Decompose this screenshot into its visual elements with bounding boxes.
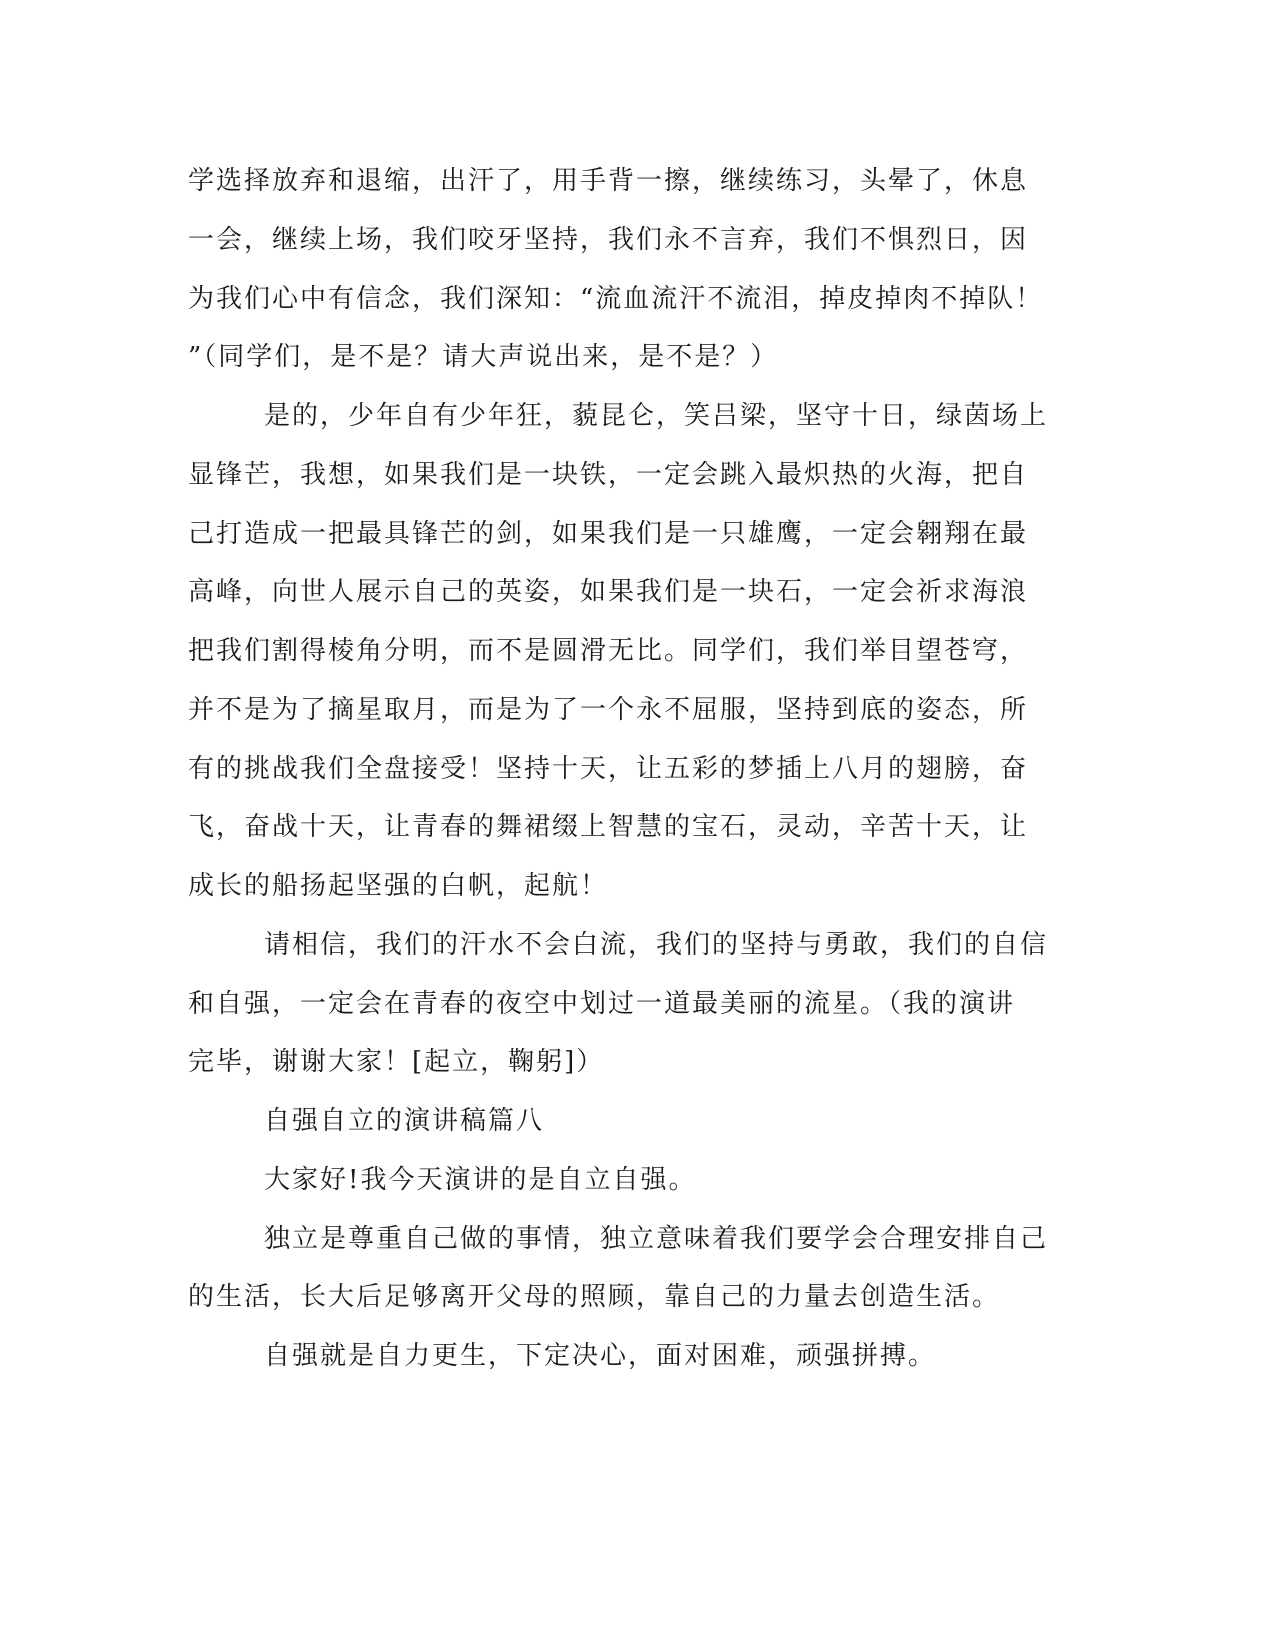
section-heading: 自强自立的演讲稿篇八	[264, 1106, 545, 1136]
text-line: 和自强，一定会在青春的夜空中划过一道最美丽的流星。（我的演讲	[188, 989, 1016, 1019]
text-line: 完毕，谢谢大家！[起立，鞠躬]）	[188, 1047, 605, 1077]
paragraph-first-line: 自强就是自力更生，下定决心，面对困难，顽强拼搏。	[264, 1341, 937, 1371]
text-line: 的生活，长大后足够离开父母的照顾，靠自己的力量去创造生活。	[188, 1282, 1001, 1312]
text-line: ”（同学们，是不是？请大声说出来，是不是？）	[188, 342, 779, 372]
text-line: 显锋芒，我想，如果我们是一块铁，一定会跳入最炽热的火海，把自	[188, 460, 1029, 490]
paragraph-first-line: 是的，少年自有少年狂，藐昆仑，笑吕梁，坚守十日，绿茵场上	[264, 401, 1049, 431]
text-line: 成长的船扬起坚强的白帆，起航！	[188, 871, 609, 901]
text-line: 高峰，向世人展示自己的英姿，如果我们是一块石，一定会祈求海浪	[188, 577, 1029, 607]
text-line: 把我们割得棱角分明，而不是圆滑无比。同学们，我们举目望苍穹，	[188, 636, 1029, 666]
text-line: 学选择放弃和退缩，出汗了，用手背一擦，继续练习，头晕了，休息	[188, 166, 1029, 196]
text-line: 有的挑战我们全盘接受！坚持十天，让五彩的梦插上八月的翅膀，奋	[188, 754, 1029, 784]
text-line: 己打造成一把最具锋芒的剑，如果我们是一只雄鹰，一定会翱翔在最	[188, 519, 1029, 549]
text-line: 一会，继续上场，我们咬牙坚持，我们永不言弃，我们不惧烈日，因	[188, 225, 1029, 255]
paragraph-first-line: 独立是尊重自己做的事情，独立意味着我们要学会合理安排自己	[264, 1224, 1049, 1254]
paragraph-first-line: 请相信，我们的汗水不会白流，我们的坚持与勇敢，我们的自信	[264, 930, 1049, 960]
text-line: 并不是为了摘星取月，而是为了一个永不屈服，坚持到底的姿态，所	[188, 695, 1029, 725]
text-line: 飞，奋战十天，让青春的舞裙缀上智慧的宝石，灵动，辛苦十天，让	[188, 812, 1029, 842]
text-line: 为我们心中有信念，我们深知：“流血流汗不流泪，掉皮掉肉不掉队！	[188, 284, 1044, 314]
paragraph-first-line: 大家好!我今天演讲的是自立自强。	[264, 1165, 697, 1195]
